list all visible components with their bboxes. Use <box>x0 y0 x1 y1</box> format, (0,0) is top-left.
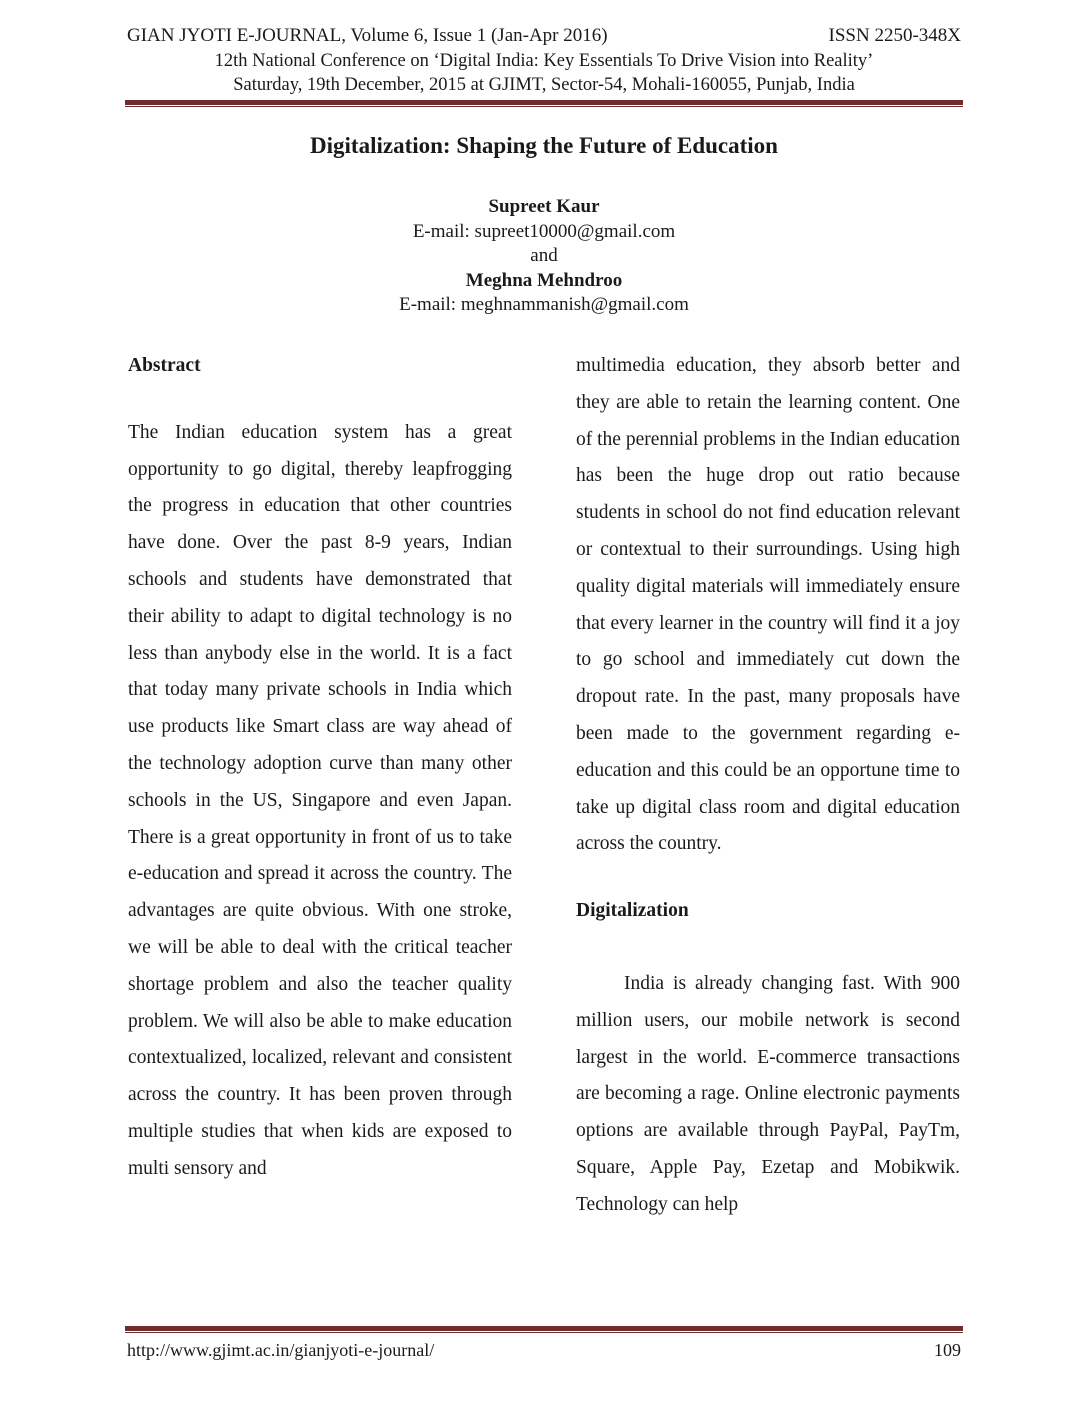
journal-url: http://www.gjimt.ac.in/gianjyoti-e-journal/ <box>127 1340 435 1360</box>
abstract-heading: Abstract <box>128 355 201 376</box>
author-1-email: E-mail: supreet10000@gmail.com <box>412 220 676 242</box>
conference-name: 12th National Conference on ‘Digital India: Key Essentials To Drive Vision into Reality’ <box>214 51 874 71</box>
left-column <box>128 348 512 1188</box>
author-2-email: E-mail: meghnammanish@gmail.com <box>399 294 689 315</box>
digitalization-heading: Digitalization <box>576 900 689 922</box>
author-block <box>100 195 988 318</box>
page-number: 109 <box>934 1340 961 1360</box>
author-conjunction: and <box>530 245 558 266</box>
conference-venue: Saturday, 19th December, 2015 at GJIMT, Sector-54, Mohali-160055, Punjab, India <box>233 75 855 95</box>
header-rule-thin <box>125 106 963 107</box>
header-rule <box>125 100 963 105</box>
page-footer <box>127 1338 961 1362</box>
right-column <box>576 348 960 1224</box>
author-2-name: Meghna Mehndroo <box>465 269 623 291</box>
footer-rule-thin <box>125 1332 963 1333</box>
abstract-text: The Indian education system has a great opportunity to go digital, thereby leapfrogging the progress in education that other countries have done. Over the past 8-9 years, Indian schools and students have demonstrated that their ability to adapt to digital technology is no less than anybody else in the world. It is a fact that today many private schools in India which use products like Smart class are way ahead of the technology adoption curve than many other schools in the US, Singapore and even Japan. There is a great opportunity in front of us to take e-education and spread it across the country. The advantages are quite obvious. With one stroke, we will be able to deal with the critical teacher shortage problem and also the teacher quality problem. We will also be able to make education contextualized, localized, relevant and consistent across the country. It has been proven through multiple studies that when kids are exposed to multi sensory and <box>128 421 512 1179</box>
running-header <box>127 24 961 48</box>
digitalization-text: India is already changing fast. With 900 million users, our mobile network is second largest in the world. E-commerce transactions are becoming a rage. Online electronic payments options are available through PayPal, PayTm, Square, Apple Pay, Ezetap and Mobikwik. Technology can help <box>576 972 960 1215</box>
abstract-continuation: multimedia education, they absorb better and they are able to retain the learning content. One of the perennial problems in the Indian education has been the huge drop out ratio because students in school do not find education relevant or contextual to their surroundings. Using high quality digital materials will immediately ensure that every learner in the country will find it a joy to go school and immediately cut down the dropout rate. In the past, many proposals have been made to the government regarding e-education and this could be an opportune time to take up digital class room and digital education across the country. <box>576 355 960 855</box>
issn: ISSN 2250-348X <box>828 25 961 46</box>
footer-rule <box>125 1326 963 1331</box>
journal-citation: GIAN JYOTI E-JOURNAL, Volume 6, Issue 1 (Jan-Apr 2016) <box>127 25 608 46</box>
paper-title: Digitalization: Shaping the Future of Education <box>310 133 778 158</box>
author-1-name: Supreet Kaur <box>488 196 600 217</box>
